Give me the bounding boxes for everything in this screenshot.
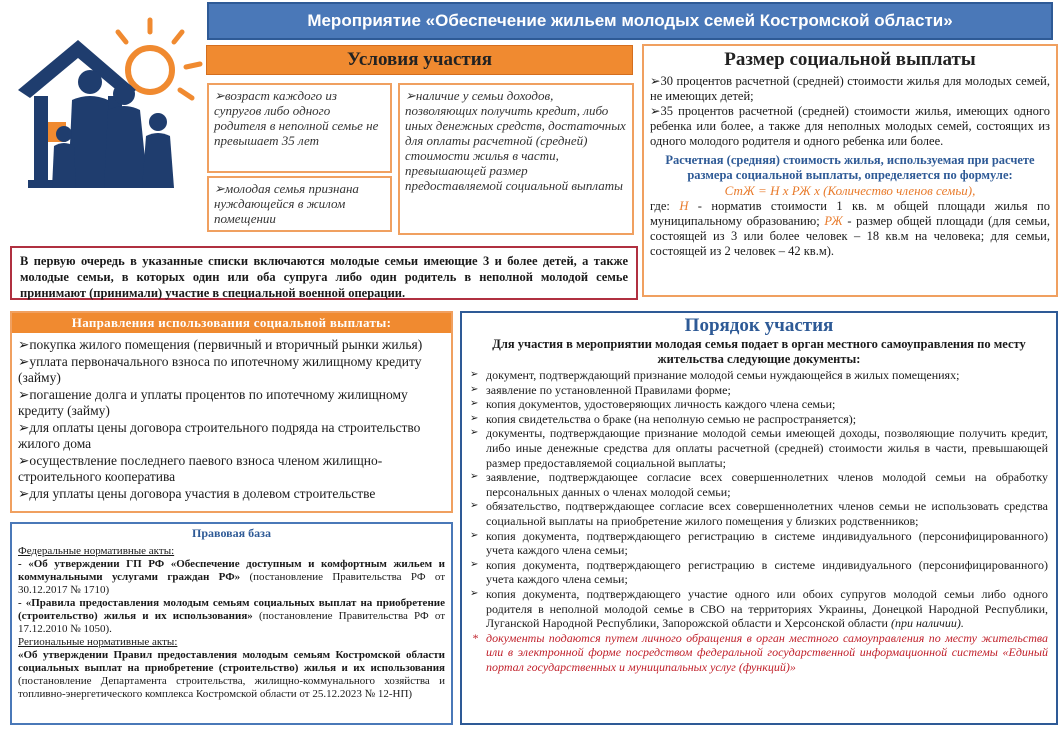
bullet-arrow-icon: ➢ (470, 412, 479, 424)
bullet-arrow-icon: ➢ (470, 369, 479, 380)
bullet-arrow-icon: ➢ (18, 452, 30, 468)
condition-age-box (207, 83, 392, 173)
list-item: ➢ документ, подтверждающий признание молодой семьи нуждающейся в жилых помещениях; (470, 368, 960, 382)
bullet-arrow-icon: ➢ (18, 337, 30, 352)
conditions-header: Условия участия (206, 45, 633, 75)
payment-size-box (642, 44, 1058, 297)
list-item: ➢ обязательство, подтверждающее согласие всех совершеннолетних членов семьи не использовать средства социальной выплаты на приобретение жилого помещения у близких родственников; (470, 499, 1048, 528)
payment-item-1: ➢30 процентов расчетной (средней) стоимости жилья для молодых семей, не имеющих детей; (650, 74, 1050, 103)
bullet-arrow-icon: ➢ (470, 529, 479, 541)
bullet-arrow-icon: ➢ (470, 471, 479, 483)
list-item: ➢ документы, подтверждающие признание молодой семьи имеющей доходы, позволяющие получить кредит, либо иные денежные средства для оплаты расчетной (средней) стоимости жилья в части, превышающей размер предоставляемой социальной выплаты; (470, 426, 1048, 470)
federal-label: Федеральные нормативные акты: (18, 545, 175, 557)
list-item: ➢ копия документов, удостоверяющих личность каждого члена семьи; (470, 397, 836, 412)
family-house-icon (8, 12, 208, 194)
legal-base-box (10, 522, 453, 725)
condition-income-box (398, 83, 634, 235)
bullet-arrow-icon: ➢ (214, 88, 225, 103)
regional-act-1: «Об утверждении Правил предоставления молодым семьям Костромской области социальных выплат на приобретение (строительство) жилья и их использования (постановление Департамента строительства, жилищно-коммунального хозяйства и топливно-энергетического комплекса Костромской области от 25.12.2023 № 12-НП) (18, 649, 445, 700)
formula-heading: Расчетная (средняя) стоимость жилья, используемая при расчете размера социальной выплаты, определяется по формуле: (665, 153, 1035, 182)
list-item: ➢ заявление по установленной Правилами форме; (470, 382, 731, 397)
asterisk-icon: * (472, 630, 478, 645)
procedure-title: Порядок участия (684, 315, 834, 336)
directions-header: Направления использования социальной выплаты: (12, 313, 451, 333)
payment-item-2: ➢35 процентов расчетной (средней) стоимости жилья, имеющих одного ребенка или более, а также для неполных молодых семей, состоящих из одного молодого родителя и одного ребенка или более. (650, 104, 1050, 148)
list-item: ➢ копия свидетельства о браке (на неполную семью не распространяется); (470, 411, 857, 426)
federal-act-1: - «Об утверждении ГП РФ «Обеспечение доступным и комфортным жильем и коммунальными услугами граждан РФ» (постановление Правительства РФ от 30.12.2017 № 1710) (18, 558, 445, 596)
payment-title: Размер социальной выплаты (724, 49, 976, 70)
formula-legend: где: Н - норматив стоимости 1 кв. м общей площади жилья по муниципальному образованию; РЖ - размер общей площади (для семьи, состоящей из 3 или более человек – 18 кв.м на человека; для семьи, состоящей из 2 человек – 42 кв.м). (650, 199, 1051, 258)
formula: СтЖ = Н х РЖ х (Количество членов семьи), (724, 183, 976, 198)
family-icon (52, 70, 174, 188)
bullet-arrow-icon: ➢ (18, 353, 30, 369)
bullet-arrow-icon: ➢ (405, 88, 416, 103)
condition-need-box (207, 176, 392, 232)
list-item: ➢ заявление, подтверждающее согласие всех совершеннолетних членов молодой семьи на обработку персональных данных о членах молодой семьи; (470, 470, 1048, 499)
bullet-arrow-icon: ➢ (214, 181, 225, 196)
bullet-arrow-icon: ➢ (470, 383, 479, 395)
procedure-box (460, 311, 1058, 725)
directions-list (12, 333, 451, 506)
procedure-note: * документы подаются путем личного обращения в орган местного самоуправления по месту жительства или в электронной форме посредством федеральной государственной информационной системы «Единый портал государственных и муниципальных услуг (функций)» (472, 630, 1048, 674)
federal-act-2: - «Правила предоставления молодым семьям социальных выплат на приобретение (строительство) жилья и их использования» (постановление Правительства РФ от 17.12.2010 № 1050). (18, 597, 446, 635)
list-item: ➢уплата первоначального взноса по ипотечному жилищному кредиту (займу) (18, 353, 422, 385)
condition-income-text: наличие у семьи доходов, позволяющих получить кредит, либо иных денежных средств, достаточных для оплаты расчетной (средней) стоимости жилья в части, превышающей размер предоставляемой социальной выплаты (405, 88, 626, 193)
procedure-list (470, 368, 1048, 631)
list-item: ➢ копия документа, подтверждающего участие одного или обоих супругов молодой семьи либо одного родителя в неполной молодой семье в СВО на территориях Украины, Донецкой Народной Республики, Луганской Народной Республики, Запорожской области и Херсонской области (при наличии). (470, 586, 1048, 631)
list-item: ➢ копия документа, подтверждающего регистрацию в системе индивидуального (персонифицированного) учета каждого члена семьи; (470, 557, 1048, 587)
bullet-arrow-icon: ➢ (18, 419, 30, 435)
bullet-arrow-icon: ➢ (650, 74, 661, 88)
bullet-arrow-icon: ➢ (18, 485, 30, 501)
bullet-arrow-icon: ➢ (470, 427, 479, 439)
condition-age-text: возраст каждого из супругов либо одного родителя в неполной семье не превышает 35 лет (214, 88, 379, 148)
bullet-arrow-icon: ➢ (470, 558, 479, 570)
bullet-arrow-icon: ➢ (650, 104, 661, 118)
list-item: ➢ копия документа, подтверждающего регистрацию в системе индивидуального (персонифицированного) учета каждого члена семьи; (470, 528, 1048, 558)
bullet-arrow-icon: ➢ (18, 386, 30, 402)
condition-need-text: молодая семья признана нуждающейся в жилом помещении (214, 181, 359, 226)
priority-note: В первую очередь в указанные списки включаются молодые семьи имеющие 3 и более детей, а также молодые семьи, в которых один или оба супруга либо один родитель в неполной молодой семье принимают (принимали) участие в специальной военной операции. (10, 246, 638, 300)
procedure-intro: Для участия в мероприятии молодая семья подает в орган местного самоуправления по месту жительства следующие документы: (492, 337, 1026, 366)
list-item: ➢погашение долга и уплаты процентов по ипотечному жилищному кредиту (займу) (18, 386, 408, 418)
bullet-arrow-icon: ➢ (470, 587, 479, 599)
regional-label: Региональные нормативные акты: (18, 636, 178, 648)
list-item: ➢осуществление последнего паевого взноса членом жилищно-строительного кооператива (18, 452, 383, 484)
list-item: ➢для уплаты цены договора участия в долевом строительстве (18, 485, 376, 501)
list-item: ➢покупка жилого помещения (первичный и вторичный рынки жилья) (18, 337, 423, 352)
list-item: ➢для оплаты цены договора строительного подряда на строительство жилого дома (18, 419, 421, 451)
directions-box (10, 311, 453, 513)
page-title: Мероприятие «Обеспечение жильем молодых семей Костромской области» (207, 2, 1053, 40)
legal-title: Правовая база (192, 526, 271, 540)
family-house-illustration (8, 12, 208, 194)
bullet-arrow-icon: ➢ (470, 398, 479, 410)
bullet-arrow-icon: ➢ (470, 500, 479, 512)
